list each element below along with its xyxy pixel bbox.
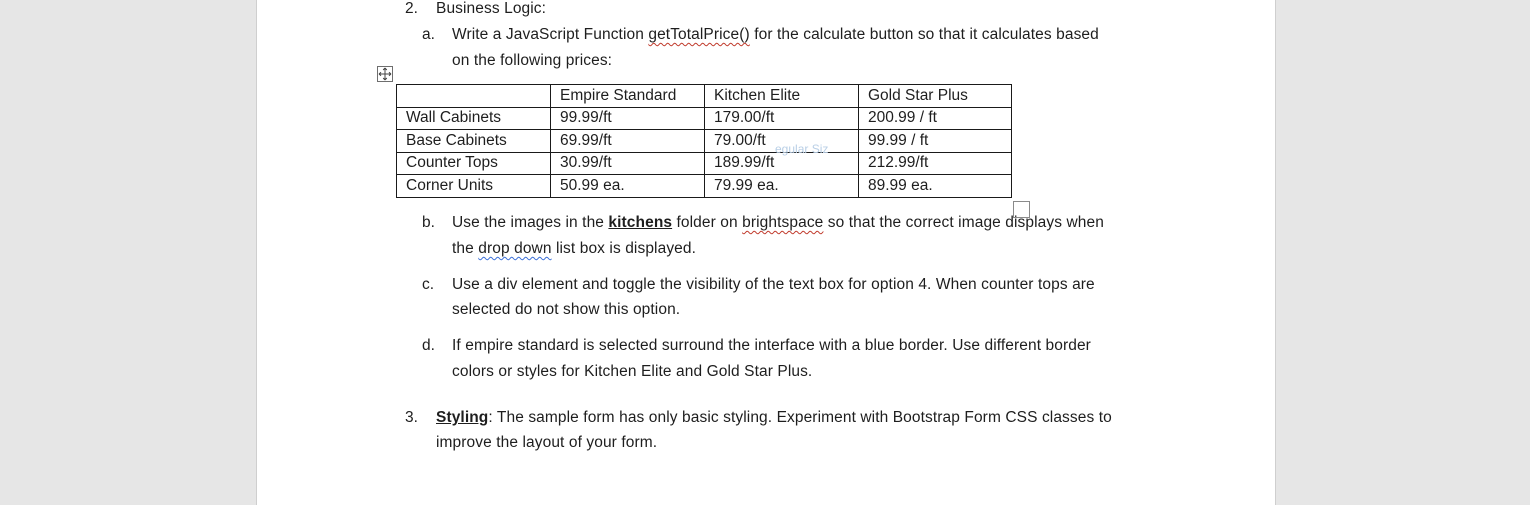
- table-row: [397, 107, 1012, 130]
- brightspace-spellcheck[interactable]: brightspace: [742, 214, 824, 231]
- list-number-2: 2.: [405, 0, 418, 17]
- table-cell: 50.99 ea.: [551, 175, 705, 198]
- item-d-line-2: colors or styles for Kitchen Elite and Gold Star Plus.: [452, 363, 813, 380]
- item-b-line-1: Use the images in the kitchens folder on brightspace so that the correct image displays when: [452, 214, 1104, 231]
- table-cell: 179.00/ft: [705, 107, 859, 130]
- sub-letter-d: d.: [422, 337, 435, 354]
- table-cell: 200.99 / ft: [859, 107, 1012, 130]
- table-cell: 89.99 ea.: [859, 175, 1012, 198]
- sub-letter-c: c.: [422, 276, 435, 293]
- table-header-cell: Empire Standard: [551, 85, 705, 108]
- business-logic-heading: Business Logic:: [436, 0, 547, 17]
- table-header-cell: Kitchen Elite: [705, 85, 859, 108]
- table-cell: 99.99 / ft: [859, 130, 1012, 153]
- item-a-line-1: Write a JavaScript Function getTotalPrice() for the calculate button so that it calculates based: [452, 26, 1099, 43]
- table-cell: 69.99/ft: [551, 130, 705, 153]
- item-c-line-1: Use a div element and toggle the visibility of the text box for option 4. When counter tops are: [452, 276, 1095, 293]
- table-cell: [397, 85, 551, 108]
- item-3-line-1: Styling: The sample form has only basic styling. Experiment with Bootstrap Form CSS classes to: [436, 409, 1112, 426]
- table-cell: 79.99 ea.: [705, 175, 859, 198]
- document-page: [256, 0, 1276, 505]
- item-c-line-2: selected do not show this option.: [452, 301, 681, 318]
- table-cell: 30.99/ft: [551, 152, 705, 175]
- table-cell: Wall Cabinets: [397, 107, 551, 130]
- table-cell: Counter Tops: [397, 152, 551, 175]
- ghost-overlay-text: egular Siz: [775, 142, 829, 156]
- table-row: [397, 175, 1012, 198]
- item-3-line-2: improve the layout of your form.: [436, 434, 658, 451]
- func-name-spellcheck[interactable]: getTotalPrice(): [648, 26, 750, 43]
- price-table: [396, 84, 1012, 198]
- table-row: [397, 130, 1012, 153]
- table-move-handle-icon[interactable]: [377, 66, 393, 82]
- table-cell: 99.99/ft: [551, 107, 705, 130]
- table-cell: 212.99/ft: [859, 152, 1012, 175]
- drop-down-grammar-check[interactable]: drop down: [478, 240, 552, 257]
- sub-letter-b: b.: [422, 214, 435, 231]
- item-d-line-1: If empire standard is selected surround the interface with a blue border. Use different border: [452, 337, 1091, 354]
- table-header-row: [397, 85, 1012, 108]
- table-cell: Base Cabinets: [397, 130, 551, 153]
- list-number-3: 3.: [405, 409, 418, 426]
- table-row: [397, 152, 1012, 175]
- table-header-cell: Gold Star Plus: [859, 85, 1012, 108]
- kitchens-folder-name: kitchens: [608, 214, 673, 231]
- item-b-line-2: the drop down list box is displayed.: [452, 240, 697, 257]
- sub-letter-a: a.: [422, 26, 435, 43]
- table-cell: 79.00/ft: [705, 130, 859, 153]
- styling-label: Styling: [436, 409, 489, 426]
- table-cell: 189.99/ft: [705, 152, 859, 175]
- item-a-line-2: on the following prices:: [452, 52, 613, 69]
- table-cell: Corner Units: [397, 175, 551, 198]
